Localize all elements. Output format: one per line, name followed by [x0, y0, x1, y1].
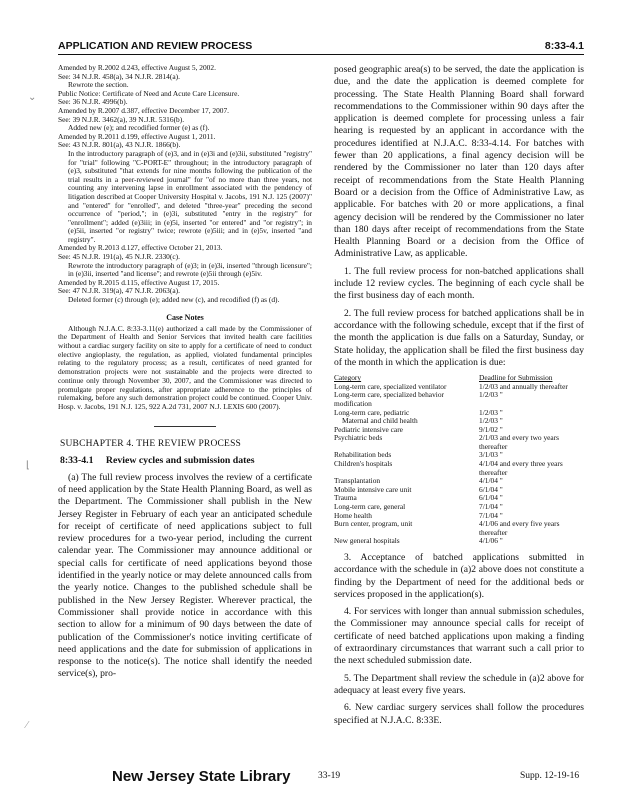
category-cell: Children's hospitals — [334, 459, 393, 469]
deadline-cell: 9/1/02 " — [479, 424, 503, 434]
left-column — [58, 64, 312, 686]
section-title: Review cycles and submission dates — [105, 454, 255, 466]
case-notes-text: Although N.J.A.C. 8:33-3.11(e) authorized a call made by the Commissioner of the Department of Health and Senior Services that invited health care facilities without a cardiac surgery facility on site to apply for a certificate of need to conduct elective angioplasty, the regulation, as applied, violated fundamental principles relating to the regulatory process; as a result, certificates of need granted for demonstration projects were not sustainable and the projects were directed to continue only through November 30, 2007, and the Commissioner was directed to promulgate proper regulations, after appropriate adherence to the principles of rulemaking, before any such demonstration project could be continued. Cooper Univ. Hosp. v. Jacobs, 191 N.J. 125, 922 A.2d 731, 2007 N.J. LEXIS 600 (2007). — [58, 323, 312, 411]
history-line: Amended by R.2013 d.127, effective October 21, 2013. — [58, 243, 223, 253]
table-row — [334, 460, 584, 477]
history-line: Amended by R.2002 d.243, effective August 5, 2002. — [58, 63, 216, 72]
header-title: APPLICATION AND REVIEW PROCESS — [58, 40, 253, 52]
table-row — [334, 537, 584, 546]
history-line: See: 43 N.J.R. 801(a), 43 N.J.R. 1866(b). — [58, 140, 181, 150]
history-line: See: 36 N.J.R. 4996(b). — [58, 97, 128, 107]
item-5: 5. The Department shall review the schedule in (a)2 above for adequacy at least every five years. — [334, 672, 584, 696]
deadline-cell: 1/2/03 " — [479, 390, 503, 400]
subchapter-heading: SUBCHAPTER 4. THE REVIEW PROCESS — [60, 438, 242, 449]
case-notes-heading: Case Notes — [166, 312, 204, 322]
item-6: 6. New cardiac surgery services shall follow the procedures specified at N.J.A.C. 8:33E. — [334, 702, 584, 726]
category-cell: Long-term care, specialized ventilator — [334, 381, 447, 391]
history-line: Added new (e); and recodified former (e) as (f). — [68, 123, 210, 133]
history-line: Amended by R.2011 d.199, effective August 1, 2011. — [58, 131, 216, 141]
history-line: Amended by R.2007 d.387, effective December 17, 2007. — [58, 105, 230, 115]
history-line: Amended by R.2015 d.115, effective August 17, 2015. — [58, 277, 220, 287]
paragraph-a: (a) The full review process involves the review of a certificate of need application by the State Health Planning Board, as well as the Department. The Commissioner shall publish in the New Jersey Register in February of each year an anticipated schedule for receipt of certificate of need applications subject to full review procedures for a two-year period, including the current calendar year. The Commissioner may announce additional or special calls for certificate of need applications beyond those identified in the yearly notice or may delete announced calls from the yearly notice. Changes to the published schedule shall be published in the New Jersey Register. Wherever practical, the Commissioner shall provide notice in accordance with this section to allow for a minimum of 90 days between the date of publication of the Commissioner's notice inviting certificate of need applications and the date for submission of applications in response to the notice(s). The notice shall identify the needed service(s), pro- — [58, 471, 312, 680]
header-section-number: 8:33-4.1 — [544, 40, 584, 52]
category-cell: Home health — [334, 510, 372, 520]
category-cell: Transplantation — [334, 476, 381, 486]
table-row — [334, 434, 584, 451]
history-line: Public Notice: Certificate of Need and Acute Care Licensure. — [58, 88, 240, 98]
category-cell: Maternal and child health — [342, 416, 418, 426]
margin-mark: ⌄ — [28, 92, 37, 103]
table-row — [334, 520, 584, 537]
deadline-cell: 1/2/03 " — [479, 416, 503, 426]
category-cell: Long-term care, specialized behavior modification — [334, 390, 444, 408]
category-cell: Pediatric intensive care — [334, 424, 403, 434]
section-heading — [60, 455, 312, 466]
margin-mark: ⌊ — [26, 460, 30, 471]
section-number: 8:33-4.1 — [60, 454, 94, 466]
history-line: Rewrote the section. — [68, 80, 129, 90]
page-footer — [0, 768, 618, 788]
history-line: See: 39 N.J.R. 3462(a), 39 N.J.R. 5316(b). — [58, 114, 185, 124]
deadline-cell: 4/1/06 and every five years thereafter — [479, 519, 560, 537]
column-header-deadline: Deadline for Submission — [479, 373, 553, 383]
deadline-cell: 1/2/03 " — [479, 407, 503, 417]
category-cell: Rehabilitation beds — [334, 450, 392, 460]
history-notes — [58, 64, 312, 305]
page-number: 33-19 — [318, 771, 341, 781]
table-row — [334, 486, 584, 495]
paragraph-a-continued: posed geographic area(s) to be served, the date the application is due, and the date the application is deemed complete for processing. The State Health Planning Board shall forward recommendations to the Commissioner within 90 days after the application is deemed complete for processing unless a fair hearing is requested by an applicant in accordance with the procedures identified at N.J.A.C. 8:33-4.14. For batches with fewer than 20 applications, a final agency decision will be rendered by the Commissioner no later than 120 days after receipt of recommendations from the State Health Planning Board or a decision from the Office of Administrative Law, as applicable. For batches with 20 or more applications, a final agency decision will be rendered by the Commissioner no later than 180 days after receipt of recommendations from the State Health Planning Board or a decision from the Office of Administrative Law, as applicable. — [334, 64, 584, 260]
item-3: 3. Acceptance of batched applications submitted in accordance with the schedule in (a)2 above does not constitute a finding by the Department of need for the additional beds or services proposed in the application(s). — [334, 552, 584, 600]
deadline-cell: 4/1/04 and every three years thereafter — [479, 459, 563, 477]
history-line: See: 47 N.J.R. 319(a), 47 N.J.R. 2063(a). — [58, 286, 180, 296]
item-1: 1. The full review process for non-batched applications shall include 12 review cycles. The beginning of each cycle shall be the first business day of each month. — [334, 265, 584, 302]
deadline-cell: 7/1/04 " — [479, 510, 503, 520]
margin-mark: ⁄ — [26, 720, 28, 731]
deadline-cell: 2/1/03 and every two years thereafter — [479, 433, 560, 451]
category-cell: Burn center, program, unit — [334, 519, 413, 529]
deadline-cell: 4/1/04 " — [479, 476, 503, 486]
category-cell: Long-term care, general — [334, 502, 406, 512]
right-column — [334, 64, 584, 732]
category-cell: Mobile intensive care unit — [334, 484, 412, 494]
history-line: Deleted former (c) through (e); added new (c), and recodified (f) as (d). — [68, 295, 280, 305]
supplement-date: Supp. 12-19-16 — [520, 771, 580, 781]
history-line: See: 34 N.J.R. 458(a), 34 N.J.R. 2814(a). — [58, 71, 180, 81]
category-cell: Trauma — [334, 493, 357, 503]
deadline-cell: 1/2/03 and annually thereafter — [479, 381, 568, 391]
category-cell: Long-term care, pediatric — [334, 407, 410, 417]
running-header — [58, 38, 584, 55]
deadline-cell: 6/1/04 " — [479, 484, 503, 494]
item-4: 4. For services with longer than annual submission schedules, the Commissioner may announce special calls for receipt of certificate of need batched applications upon making a finding of extraordinary circumstances that warrant such a call prior to the next scheduled submission date. — [334, 606, 584, 667]
history-line: Rewrote the introductory paragraph of (e)3; in (e)3i, inserted "through licensure"; in (e)3ii, inserted "and license"; and rewrote (e)5ii through (e)5iv. — [68, 260, 312, 279]
category-cell: Psychiatric beds — [334, 433, 383, 443]
library-stamp: New Jersey State Library — [112, 768, 291, 785]
deadline-cell: 6/1/04 " — [479, 493, 503, 503]
deadline-cell: 7/1/04 " — [479, 502, 503, 512]
submission-schedule-table — [334, 374, 584, 546]
deadline-cell: 3/1/03 " — [479, 450, 503, 460]
column-header-category: Category — [334, 373, 362, 383]
deadline-cell: 4/1/06 " — [479, 536, 503, 546]
divider-rule — [154, 426, 216, 427]
table-row — [334, 391, 584, 408]
history-line: In the introductory paragraph of (e)3, and in (e)3i and (e)3ii, substituted "registry" for "trial" following "C-PORT-E" throughout; in the introductory paragraph of (e)3, substituted "that extends for nine months following the publication of the trial results in a peer-reviewed journal" for "of no more than three years, not counting any intervening lapse in enrollment associated with the pendency of litigation described at Cooper University Hospital v. Jacobs, 191 N.J. 125 (2007)" and "entered" for "enrolled", and deleted "three-year" preceding the second occurrence of "period,"; in (e)3i, substituted "entry in the registry" for "enrollment"; added (e)3iii; in (e)5i, inserted "or entered" and "or registry"; in (e)5ii, inserted "or registry" twice; rewrote (e)5iii; and in (e)5v, inserted "and registry". — [68, 148, 312, 244]
category-cell: New general hospitals — [334, 536, 400, 546]
history-line: See: 45 N.J.R. 191(a), 45 N.J.R. 2330(c). — [58, 252, 180, 262]
item-2: 2. The full review process for batched applications shall be in accordance with the following schedule, except that if the first of the month the application is due falls on a Saturday, Sunday, or State holiday, the application shall be filed the first business day of the month in which the application is due: — [334, 307, 584, 368]
